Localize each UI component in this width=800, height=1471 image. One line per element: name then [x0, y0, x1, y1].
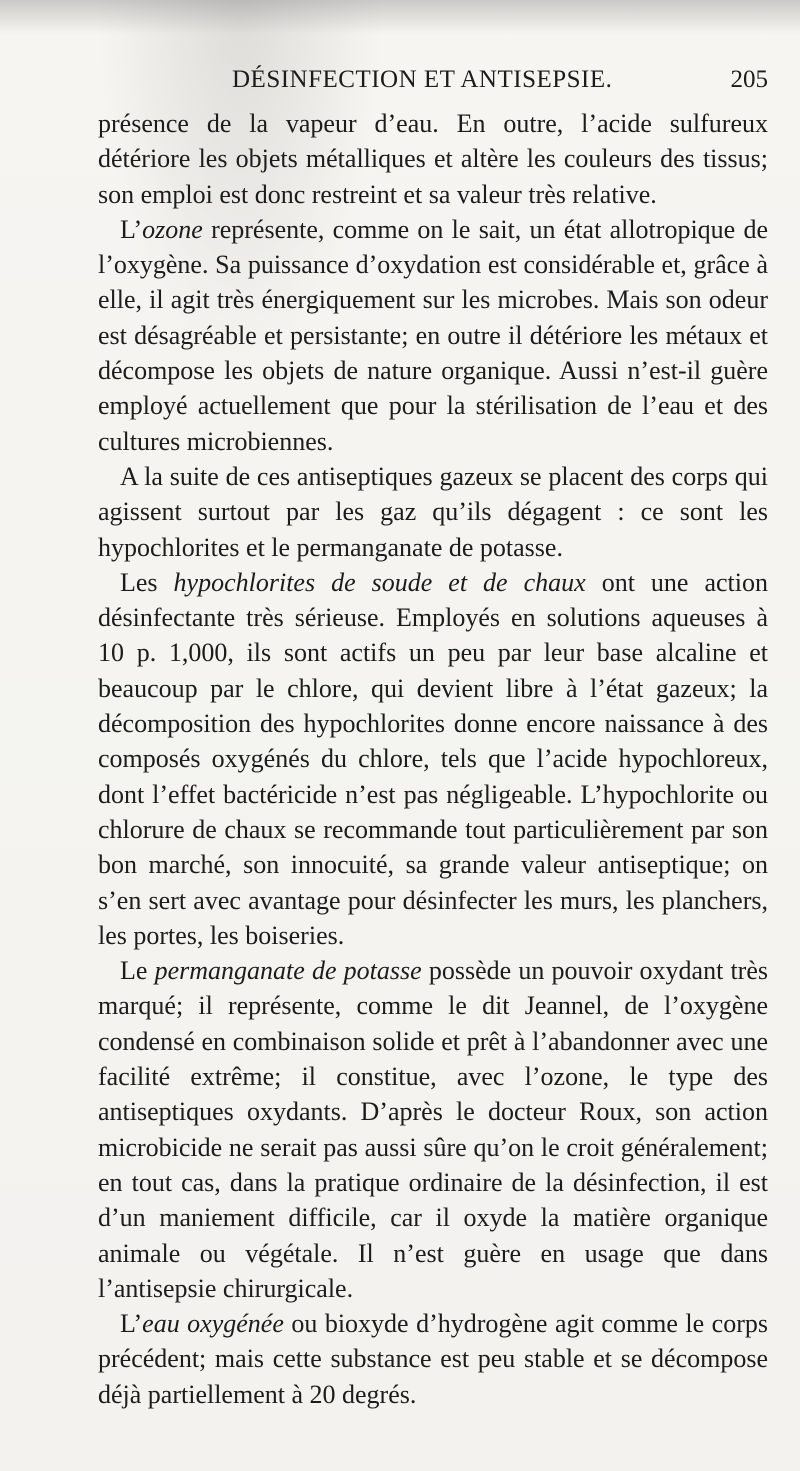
paragraph-hypochlorites: Les hypochlorites de soude et de chaux ont une action désinfectante très sérieuse. Employés en solutions aqueuses à 10 p. 1,000, ils sont actifs un peu par leur base alcaline et beaucoup par le chlore, qui devient libre à l’état gazeux; la décomposition des hypochlorites donne encore naissance à des composés oxygénés du chlore, tels que l’acide hypochloreux, dont l’effet bactéricide n’est pas négligeable. L’hypochlorite ou chlorure de chaux se recommande tout particulièrement par son bon marché, son innocuité, sa grande valeur antiseptique; on s’en sert avec avantage pour désinfecter les murs, les planchers, les portes, les boiseries.	[98, 567, 768, 950]
term-permanganate: permanganate de potasse	[154, 956, 422, 986]
page-number: 205	[730, 66, 768, 93]
term-ozone: ozone	[142, 214, 203, 244]
running-title: DÉSINFECTION ET ANTISEPSIE.	[232, 66, 613, 93]
paragraph-gas-releasing-bodies: A la suite de ces antiseptiques gazeux se placent des corps qui agissent surtout par les gaz qu’ils dégagent : ce sont les hypochlorites et le permanganate de potasse.	[98, 461, 768, 562]
body-text	[98, 106, 768, 1412]
paragraph-hydrogen-peroxide: L’eau oxygénée ou bioxyde d’hydrogène agit comme le corps précédent; mais cette substance est peu stable et se décompose déjà partiellement à 20 degrés.	[98, 1309, 768, 1409]
paragraph-permanganate: Le permanganate de potasse possède un pouvoir oxydant très marqué; il représente, comme le dit Jeannel, de l’oxygène condensé en combinaison solide et prêt à l’abandonner avec une facilité extrême; il constitue, avec l’ozone, le type des antiseptiques oxydants. D’après le docteur Roux, son action microbicide ne serait pas aussi sûre qu’on le croit généralement; en tout cas, dans la pratique ordinaire de la désinfection, il est d’un maniement difficile, car il oxyde la matière organique animale ou végétale. Il n’est guère en usage que dans l’antisepsie chirurgicale.	[98, 956, 768, 1303]
paragraph-ozone: L’ozone représente, comme on le sait, un état allotropique de l’oxygène. Sa puissance d’oxydation est considérable et, grâce à elle, il agit très énergiquement sur les microbes. Mais son odeur est désagréable et persistante; en outre il détériore les métaux et décompose les objets de nature organique. Aussi n’est-il guère employé actuellement que pour la stérilisation de l’eau et des cultures microbiennes.	[98, 214, 768, 456]
term-hypochlorites: hypochlorites de soude et de chaux	[173, 567, 586, 597]
term-hydrogen-peroxide: eau oxygénée	[142, 1309, 284, 1339]
running-head	[100, 66, 768, 102]
scan-edge-shadow	[0, 0, 800, 34]
paragraph-sulfurous-acid: présence de la vapeur d’eau. En outre, l’acide sulfureux détériore les objets métalliques et altère les couleurs des tissus; son emploi est donc restreint et sa valeur très relative.	[98, 109, 768, 209]
